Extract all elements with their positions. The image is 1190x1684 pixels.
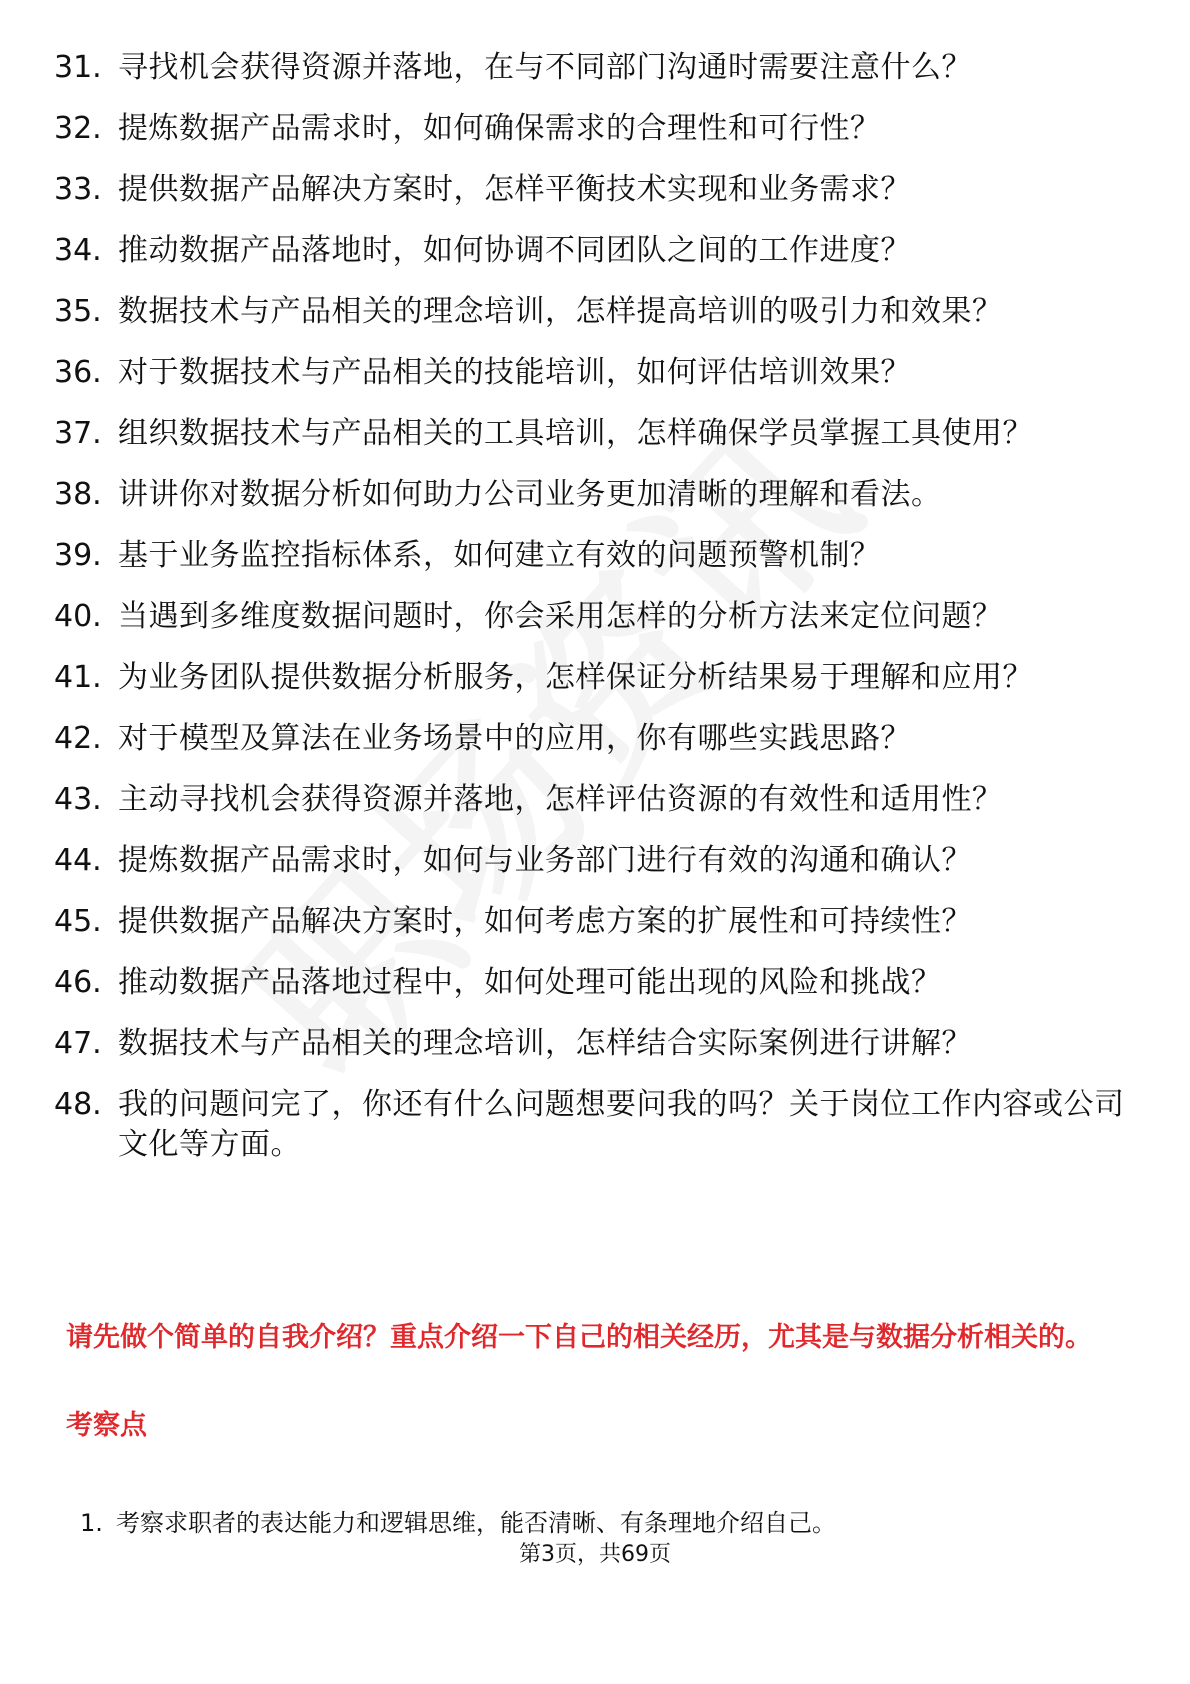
question-number: 37. [54,416,102,451]
question-number: 33. [54,172,102,207]
question-number: 35. [54,294,102,329]
question-text: 讲讲你对数据分析如何助力公司业务更加清晰的理解和看法。 [118,477,942,512]
question-item [54,414,1134,454]
question-text: 主动寻找机会获得资源并落地，怎样评估资源的有效性和适用性？ [118,782,1003,817]
question-item [54,292,1134,332]
question-number: 41. [54,660,102,695]
highlight-question: 请先做个简单的自我介绍？重点介绍一下自己的相关经历，尤其是与数据分析相关的。 [66,1322,1092,1353]
question-item [54,48,1134,88]
question-text: 提炼数据产品需求时，如何确保需求的合理性和可行性？ [118,111,881,146]
question-item [54,902,1134,942]
question-number: 32. [54,111,102,146]
question-item [54,963,1134,1003]
question-item [54,1024,1134,1064]
question-number: 40. [54,599,102,634]
question-item [54,597,1134,637]
question-item [54,780,1134,820]
question-text: 基于业务监控指标体系，如何建立有效的问题预警机制？ [118,538,881,573]
question-text: 数据技术与产品相关的理念培训，怎样结合实际案例进行讲解？ [118,1026,972,1061]
question-text: 推动数据产品落地过程中，如何处理可能出现的风险和挑战？ [118,965,942,1000]
question-text: 提炼数据产品需求时，如何与业务部门进行有效的沟通和确认？ [118,843,972,878]
question-number: 34. [54,233,102,268]
question-item [54,170,1134,210]
question-number: 39. [54,538,102,573]
question-text: 数据技术与产品相关的理念培训，怎样提高培训的吸引力和效果？ [118,294,1003,329]
question-item [54,231,1134,271]
question-item [54,841,1134,881]
question-number: 36. [54,355,102,390]
question-number: 48. [54,1087,102,1122]
question-item [54,658,1134,698]
question-number: 31. [54,50,102,85]
question-item [54,719,1134,759]
question-item [54,353,1134,393]
question-text: 当遇到多维度数据问题时，你会采用怎样的分析方法来定位问题？ [118,599,1003,634]
question-list [54,48,1134,1186]
question-number: 44. [54,843,102,878]
question-text: 对于数据技术与产品相关的技能培训，如何评估培训效果？ [118,355,911,390]
page-footer: 第3页，共69页 [519,1542,671,1567]
question-item [54,1085,1134,1165]
point-list [80,1506,1120,1540]
question-text: 我的问题问完了，你还有什么问题想要问我的吗？关于岗位工作内容或公司文化等方面。 [118,1087,1125,1162]
question-text: 寻找机会获得资源并落地，在与不同部门沟通时需要注意什么？ [118,50,972,85]
question-item [54,109,1134,149]
point-number: 1. [80,1509,103,1537]
point-item [80,1506,1120,1540]
question-text: 提供数据产品解决方案时，如何考虑方案的扩展性和可持续性？ [118,904,972,939]
section-label: 考察点 [66,1410,147,1441]
point-text: 考察求职者的表达能力和逻辑思维，能否清晰、有条理地介绍自己。 [116,1509,836,1537]
question-text: 提供数据产品解决方案时，怎样平衡技术实现和业务需求？ [118,172,911,207]
question-text: 对于模型及算法在业务场景中的应用，你有哪些实践思路？ [118,721,911,756]
question-number: 38. [54,477,102,512]
question-text: 组织数据技术与产品相关的工具培训，怎样确保学员掌握工具使用？ [118,416,1033,451]
question-number: 46. [54,965,102,1000]
question-number: 45. [54,904,102,939]
question-number: 47. [54,1026,102,1061]
question-item [54,475,1134,515]
question-text: 为业务团队提供数据分析服务，怎样保证分析结果易于理解和应用？ [118,660,1033,695]
question-number: 43. [54,782,102,817]
question-text: 推动数据产品落地时，如何协调不同团队之间的工作进度？ [118,233,911,268]
question-number: 42. [54,721,102,756]
question-item [54,536,1134,576]
